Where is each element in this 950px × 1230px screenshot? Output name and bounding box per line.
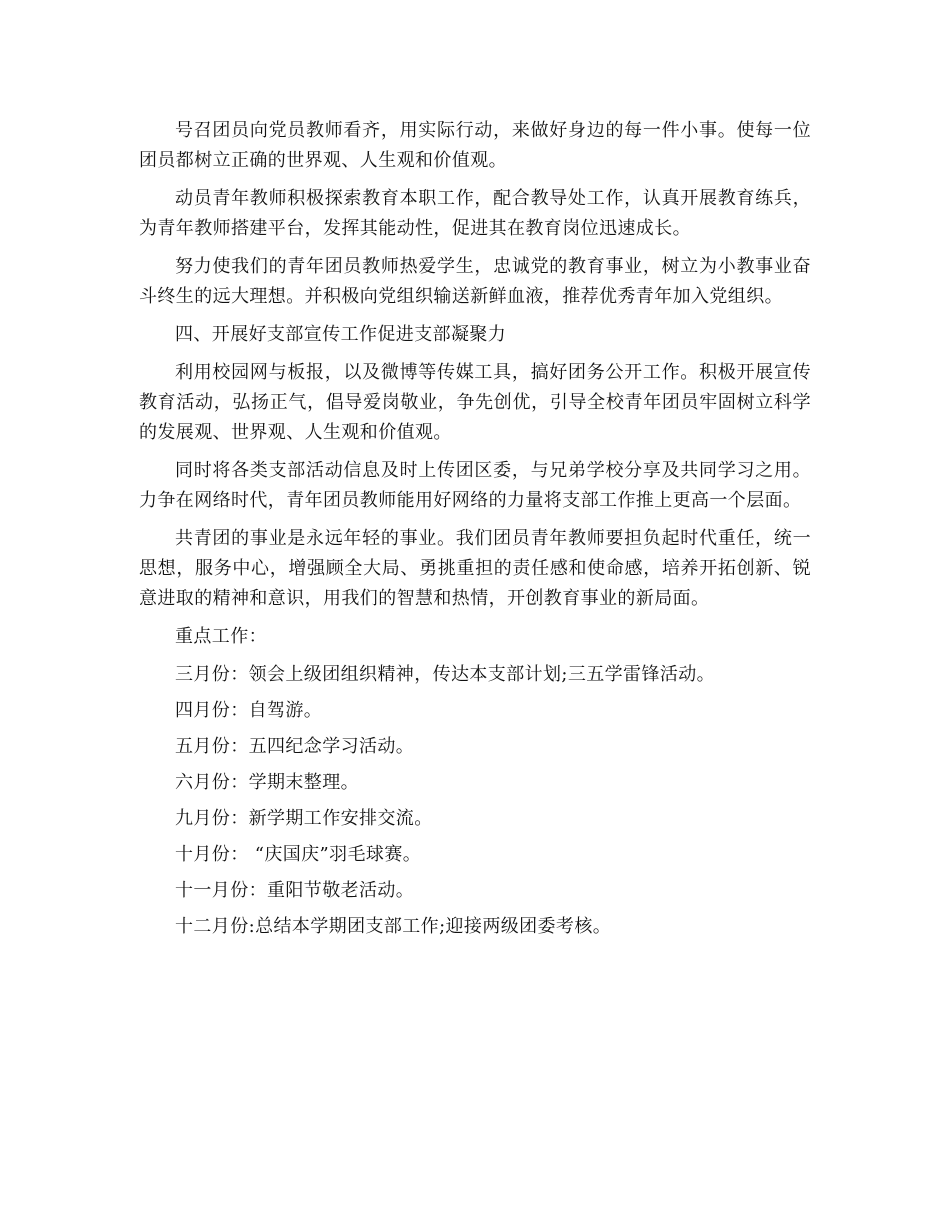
schedule-item-november: 十一月份：重阳节敬老活动。: [175, 880, 415, 901]
document-body: [139, 116, 811, 948]
paragraph-love-students: 努力使我们的青年团员教师热爱学生，忠诚党的教育事业，树立为小教事业奋斗终生的远大理想。并积极向党组织输送新鲜血液，推荐优秀青年加入党组织。: [139, 256, 811, 307]
paragraph-publicity: 利用校园网与板报，以及微博等传媒工具，搞好团务公开工作。积极开展宣传教育活动，弘扬正气，倡导爱岗敬业，争先创优，引导全校青年团员牢固树立科学的发展观、世界观、人生观和价值观。: [139, 362, 811, 443]
schedule-list: [139, 660, 811, 942]
schedule-item-may: 五月份：五四纪念学习活动。: [175, 736, 415, 757]
paragraph-unite-members: 号召团员向党员教师看齐，用实际行动，来做好身边的每一件小事。使每一位团员都树立正确的世界观、人生观和价值观。: [139, 120, 811, 171]
paragraph-network: 同时将各类支部活动信息及时上传团区委，与兄弟学校分享及共同学习之用。力争在网络时代，青年团员教师能用好网络的力量将支部工作推上更高一个层面。: [139, 460, 811, 511]
schedule-item-april: 四月份：自驾游。: [175, 700, 323, 721]
key-work-label: 重点工作：: [175, 626, 267, 647]
schedule-item-june: 六月份：学期末整理。: [175, 772, 359, 793]
paragraph-young-teachers: 动员青年教师积极探索教育本职工作，配合教导处工作，认真开展教育练兵，为青年教师搭建平台，发挥其能动性，促进其在教育岗位迅速成长。: [139, 188, 811, 239]
schedule-item-december: 十二月份:总结本学期团支部工作;迎接两级团委考核。: [175, 916, 612, 937]
schedule-item-september: 九月份：新学期工作安排交流。: [175, 808, 433, 829]
schedule-item-october: 十月份： “庆国庆”羽毛球赛。: [175, 844, 422, 865]
section-heading: 四、开展好支部宣传工作促进支部凝聚力: [175, 324, 507, 345]
schedule-item-march: 三月份：领会上级团组织精神，传达本支部计划;三五学雷锋活动。: [175, 664, 716, 685]
paragraph-youth-cause: 共青团的事业是永远年轻的事业。我们团员青年教师要担负起时代重任，统一思想，服务中心，增强顾全大局、勇挑重担的责任感和使命感，培养开拓创新、锐意进取的精神和意识，用我们的智慧和热情，开创教育事业的新局面。: [139, 528, 811, 609]
